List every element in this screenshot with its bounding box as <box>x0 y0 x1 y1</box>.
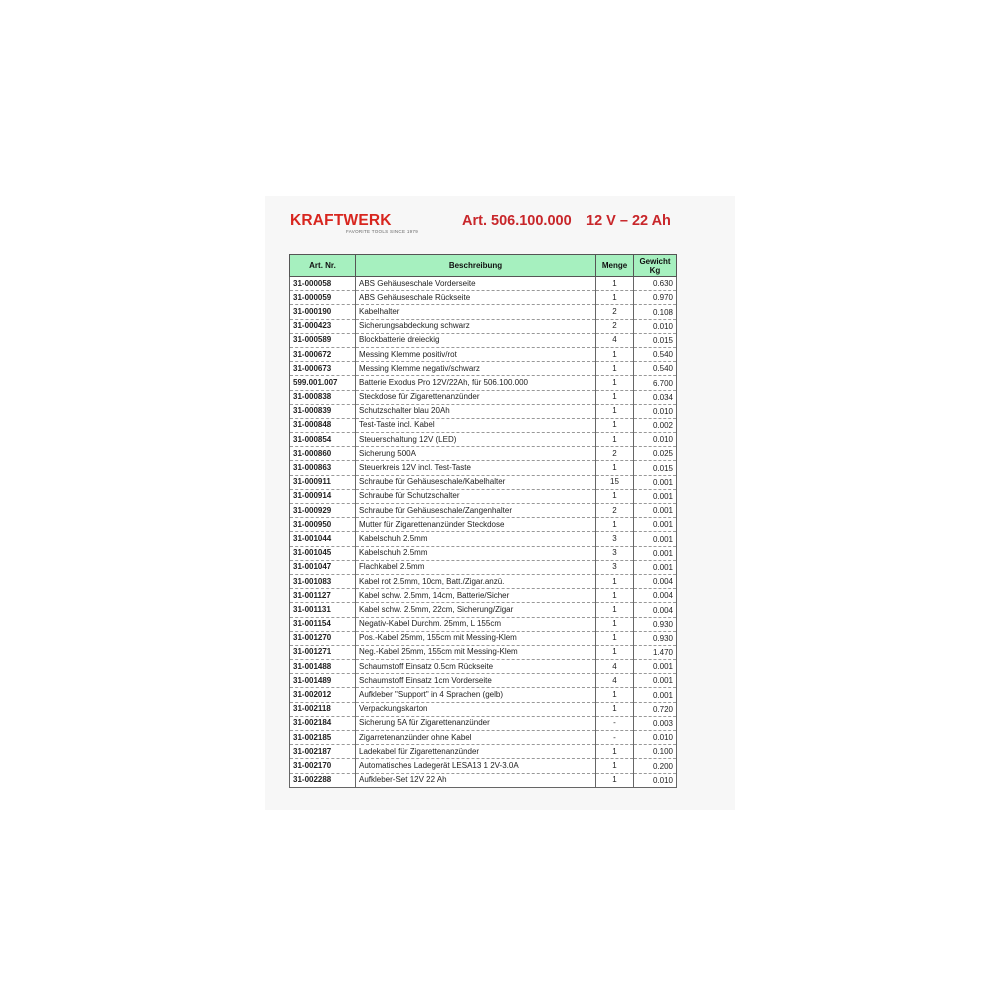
weight-cell: 0.010 <box>634 404 677 418</box>
description-cell: Sicherungsabdeckung schwarz <box>356 319 596 333</box>
quantity-cell: 1 <box>596 518 634 532</box>
description-cell: ABS Gehäuseschale Rückseite <box>356 291 596 305</box>
art-number-cell: 31-000914 <box>290 489 356 503</box>
description-cell: Automatisches Ladegerät LESA13 1 2V-3.0A <box>356 759 596 773</box>
art-number-cell: 31-000423 <box>290 319 356 333</box>
table-row <box>290 418 677 432</box>
art-number-cell: 31-000059 <box>290 291 356 305</box>
art-number-cell: 31-002185 <box>290 731 356 745</box>
weight-cell: 0.001 <box>634 518 677 532</box>
description-cell: Flachkabel 2.5mm <box>356 560 596 574</box>
weight-cell: 0.010 <box>634 319 677 333</box>
description-cell: ABS Gehäuseschale Vorderseite <box>356 277 596 291</box>
parts-table <box>289 254 677 788</box>
quantity-cell: 1 <box>596 489 634 503</box>
table-row <box>290 773 677 787</box>
quantity-cell: 4 <box>596 660 634 674</box>
quantity-cell: 1 <box>596 376 634 390</box>
table-row <box>290 433 677 447</box>
table-row <box>290 702 677 716</box>
quantity-cell: 1 <box>596 773 634 787</box>
quantity-cell: 1 <box>596 390 634 404</box>
description-cell: Pos.-Kabel 25mm, 155cm mit Messing-Klem <box>356 631 596 645</box>
weight-cell: 0.025 <box>634 447 677 461</box>
art-number-cell: 31-000673 <box>290 362 356 376</box>
table-row <box>290 589 677 603</box>
weight-cell: 0.200 <box>634 759 677 773</box>
column-header-art-nr: Art. Nr. <box>290 255 356 277</box>
quantity-cell: 1 <box>596 745 634 759</box>
table-row <box>290 504 677 518</box>
art-number-cell: 31-002118 <box>290 702 356 716</box>
battery-spec: 12 V – 22 Ah <box>586 213 671 229</box>
weight-cell: 0.001 <box>634 688 677 702</box>
art-number-cell: 31-002012 <box>290 688 356 702</box>
table-row <box>290 617 677 631</box>
table-row <box>290 362 677 376</box>
table-row <box>290 447 677 461</box>
description-cell: Test-Taste incl. Kabel <box>356 418 596 432</box>
quantity-cell: 2 <box>596 305 634 319</box>
table-row <box>290 560 677 574</box>
description-cell: Messing Klemme positiv/rot <box>356 347 596 361</box>
table-row <box>290 745 677 759</box>
description-cell: Blockbatterie dreieckig <box>356 333 596 347</box>
weight-cell: 0.930 <box>634 631 677 645</box>
quantity-cell: 1 <box>596 404 634 418</box>
quantity-cell: 15 <box>596 475 634 489</box>
weight-cell: 0.015 <box>634 333 677 347</box>
art-number-cell: 31-000854 <box>290 433 356 447</box>
parts-table-body <box>290 277 677 788</box>
description-cell: Schaumstoff Einsatz 0.5cm Rückseite <box>356 660 596 674</box>
column-header-quantity: Menge <box>596 255 634 277</box>
art-number-cell: 31-002184 <box>290 716 356 730</box>
description-cell: Verpackungskarton <box>356 702 596 716</box>
weight-cell: 0.100 <box>634 745 677 759</box>
art-number-cell: 31-001270 <box>290 631 356 645</box>
art-number-cell: 31-001154 <box>290 617 356 631</box>
weight-cell: 0.001 <box>634 660 677 674</box>
table-row <box>290 461 677 475</box>
description-cell: Schraube für Gehäuseschale/Zangenhalter <box>356 504 596 518</box>
table-row <box>290 574 677 588</box>
quantity-cell: 2 <box>596 504 634 518</box>
weight-cell: 0.001 <box>634 546 677 560</box>
description-cell: Batterie Exodus Pro 12V/22Ah, für 506.100.000 <box>356 376 596 390</box>
description-cell: Kabelhalter <box>356 305 596 319</box>
weight-cell: 0.015 <box>634 461 677 475</box>
quantity-cell: 1 <box>596 603 634 617</box>
art-number-cell: 31-002288 <box>290 773 356 787</box>
description-cell: Schraube für Schutzschalter <box>356 489 596 503</box>
table-row <box>290 291 677 305</box>
description-cell: Aufkleber-Set 12V 22 Ah <box>356 773 596 787</box>
brand-tagline: FAVORITE TOOLS SINCE 1979 <box>346 229 419 234</box>
weight-cell: 0.010 <box>634 773 677 787</box>
table-row <box>290 603 677 617</box>
description-cell: Zigarretenanzünder ohne Kabel <box>356 731 596 745</box>
quantity-cell: 4 <box>596 333 634 347</box>
art-number-cell: 31-001488 <box>290 660 356 674</box>
table-header-row <box>290 255 677 277</box>
quantity-cell: 1 <box>596 702 634 716</box>
quantity-cell: - <box>596 731 634 745</box>
quantity-cell: 3 <box>596 560 634 574</box>
table-row <box>290 475 677 489</box>
weight-cell: 0.001 <box>634 532 677 546</box>
art-number-cell: 31-001127 <box>290 589 356 603</box>
description-cell: Mutter für Zigarettenanzünder Steckdose <box>356 518 596 532</box>
description-cell: Sicherung 500A <box>356 447 596 461</box>
quantity-cell: 1 <box>596 277 634 291</box>
art-number-cell: 31-000929 <box>290 504 356 518</box>
art-number-cell: 31-000950 <box>290 518 356 532</box>
description-cell: Sicherung 5A für Zigarettenanzünder <box>356 716 596 730</box>
art-number-cell: 31-002170 <box>290 759 356 773</box>
description-cell: Kabel rot 2.5mm, 10cm, Batt./Zigar.anzü. <box>356 574 596 588</box>
weight-cell: 0.004 <box>634 574 677 588</box>
quantity-cell: 1 <box>596 347 634 361</box>
article-number: Art. 506.100.000 <box>462 213 572 229</box>
brand-name: KRAFTWERK <box>290 212 392 229</box>
weight-cell: 0.930 <box>634 617 677 631</box>
quantity-cell: 3 <box>596 546 634 560</box>
quantity-cell: 1 <box>596 589 634 603</box>
art-number-cell: 31-000839 <box>290 404 356 418</box>
weight-header-label: Gewicht Kg <box>639 256 671 275</box>
art-number-cell: 31-000860 <box>290 447 356 461</box>
table-row <box>290 759 677 773</box>
table-row <box>290 546 677 560</box>
table-row <box>290 645 677 659</box>
art-number-cell: 31-001045 <box>290 546 356 560</box>
art-number-cell: 599.001.007 <box>290 376 356 390</box>
description-cell: Kabelschuh 2.5mm <box>356 546 596 560</box>
description-cell: Schaumstoff Einsatz 1cm Vorderseite <box>356 674 596 688</box>
table-row <box>290 347 677 361</box>
table-row <box>290 404 677 418</box>
weight-cell: 0.001 <box>634 489 677 503</box>
weight-cell: 0.108 <box>634 305 677 319</box>
table-row <box>290 660 677 674</box>
description-cell: Kabel schw. 2.5mm, 14cm, Batterie/Sicher <box>356 589 596 603</box>
description-cell: Neg.-Kabel 25mm, 155cm mit Messing-Klem <box>356 645 596 659</box>
quantity-cell: 2 <box>596 447 634 461</box>
quantity-cell: 1 <box>596 759 634 773</box>
quantity-cell: 2 <box>596 319 634 333</box>
description-cell: Schutzschalter blau 20Ah <box>356 404 596 418</box>
quantity-cell: 1 <box>596 461 634 475</box>
weight-cell: 0.001 <box>634 475 677 489</box>
art-number-cell: 31-000911 <box>290 475 356 489</box>
table-row <box>290 674 677 688</box>
table-row <box>290 305 677 319</box>
description-cell: Kabelschuh 2.5mm <box>356 532 596 546</box>
weight-cell: 0.970 <box>634 291 677 305</box>
weight-cell: 0.002 <box>634 418 677 432</box>
art-number-cell: 31-000863 <box>290 461 356 475</box>
quantity-cell: 1 <box>596 574 634 588</box>
quantity-cell: 1 <box>596 362 634 376</box>
art-number-cell: 31-000589 <box>290 333 356 347</box>
table-row <box>290 333 677 347</box>
table-row <box>290 532 677 546</box>
weight-cell: 0.720 <box>634 702 677 716</box>
quantity-cell: 1 <box>596 645 634 659</box>
description-cell: Steckdose für Zigarettenanzünder <box>356 390 596 404</box>
table-row <box>290 731 677 745</box>
description-cell: Ladekabel für Zigarettenanzünder <box>356 745 596 759</box>
description-cell: Negativ-Kabel Durchm. 25mm, L 155cm <box>356 617 596 631</box>
quantity-cell: 1 <box>596 688 634 702</box>
quantity-cell: - <box>596 716 634 730</box>
table-row <box>290 390 677 404</box>
weight-cell: 0.540 <box>634 362 677 376</box>
art-number-cell: 31-002187 <box>290 745 356 759</box>
table-row <box>290 518 677 532</box>
table-row <box>290 716 677 730</box>
art-number-cell: 31-001271 <box>290 645 356 659</box>
quantity-cell: 1 <box>596 617 634 631</box>
weight-cell: 0.010 <box>634 731 677 745</box>
description-cell: Schraube für Gehäuseschale/Kabelhalter <box>356 475 596 489</box>
quantity-cell: 1 <box>596 418 634 432</box>
quantity-cell: 1 <box>596 631 634 645</box>
quantity-cell: 3 <box>596 532 634 546</box>
art-number-cell: 31-000838 <box>290 390 356 404</box>
weight-cell: 0.004 <box>634 589 677 603</box>
table-row <box>290 376 677 390</box>
weight-cell: 1.470 <box>634 645 677 659</box>
art-number-cell: 31-000672 <box>290 347 356 361</box>
table-row <box>290 277 677 291</box>
art-number-cell: 31-000190 <box>290 305 356 319</box>
quantity-cell: 1 <box>596 433 634 447</box>
kraftwerk-logo <box>290 212 420 238</box>
document-heading <box>462 213 682 229</box>
table-row <box>290 688 677 702</box>
weight-cell: 6.700 <box>634 376 677 390</box>
table-row <box>290 631 677 645</box>
weight-cell: 0.630 <box>634 277 677 291</box>
description-cell: Aufkleber "Support" in 4 Sprachen (gelb) <box>356 688 596 702</box>
column-header-description: Beschreibung <box>356 255 596 277</box>
art-number-cell: 31-000058 <box>290 277 356 291</box>
weight-cell: 0.001 <box>634 504 677 518</box>
art-number-cell: 31-001047 <box>290 560 356 574</box>
quantity-cell: 1 <box>596 291 634 305</box>
weight-cell: 0.001 <box>634 674 677 688</box>
weight-cell: 0.003 <box>634 716 677 730</box>
art-number-cell: 31-001083 <box>290 574 356 588</box>
column-header-weight <box>634 255 677 277</box>
art-number-cell: 31-001489 <box>290 674 356 688</box>
quantity-cell: 4 <box>596 674 634 688</box>
art-number-cell: 31-001131 <box>290 603 356 617</box>
description-cell: Kabel schw. 2.5mm, 22cm, Sicherung/Zigar <box>356 603 596 617</box>
description-cell: Steuerkreis 12V incl. Test-Taste <box>356 461 596 475</box>
table-row <box>290 489 677 503</box>
art-number-cell: 31-001044 <box>290 532 356 546</box>
table-row <box>290 319 677 333</box>
art-number-cell: 31-000848 <box>290 418 356 432</box>
weight-cell: 0.010 <box>634 433 677 447</box>
description-cell: Messing Klemme negativ/schwarz <box>356 362 596 376</box>
weight-cell: 0.034 <box>634 390 677 404</box>
weight-cell: 0.004 <box>634 603 677 617</box>
weight-cell: 0.001 <box>634 560 677 574</box>
description-cell: Steuerschaltung 12V (LED) <box>356 433 596 447</box>
weight-cell: 0.540 <box>634 347 677 361</box>
